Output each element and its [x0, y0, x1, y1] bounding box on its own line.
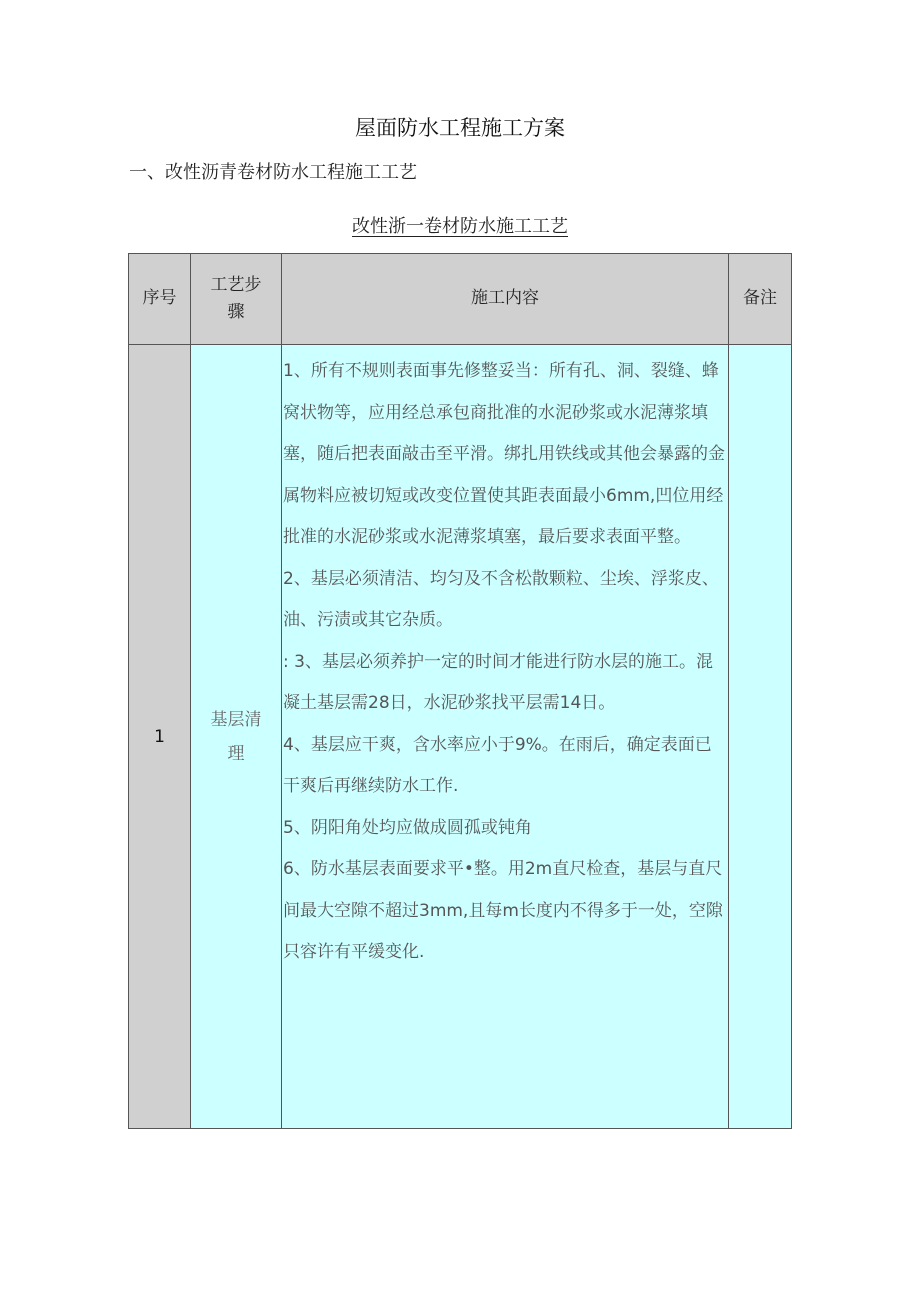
content-item-6: 6、防水基层表面要求平•整。用2m直尺检查，基层与直尺间最大空隙不超过3mm,且每m长度内不得多于一处，空隙只容许有平缓变化.	[283, 859, 723, 962]
table-header-row	[129, 254, 792, 345]
content-item-4: 4、基层应干爽，含水率应小于9%。在雨后，确定表面已干爽后再继续防水工作.	[283, 734, 712, 796]
row-number: 1	[129, 345, 191, 1129]
row-step-line2: 理	[227, 743, 245, 764]
content-item-2: 2、基层必须清洁、均匀及不含松散颗粒、尘埃、浮浆皮、油、污渍或其它杂质。	[283, 568, 719, 630]
header-step-line1: 工艺步	[210, 274, 262, 295]
section-heading: 一、改性沥青卷材防水工程施工工艺	[129, 162, 417, 183]
process-table	[128, 253, 792, 1129]
table-row	[129, 345, 792, 1129]
table-caption-wrapper	[0, 212, 920, 238]
row-remark	[729, 345, 792, 1129]
content-item-3: : 3、基层必须养护一定的时间才能进行防水层的施工。混凝土基层需28日，水泥砂浆找平层需14日。	[283, 651, 713, 713]
content-item-1: 1、所有不规则表面事先修整妥当：所有孔、洞、裂缝、蜂窝状物等，应用经总承包商批准的水泥砂浆或水泥薄浆填塞，随后把表面敲击至平滑。绑扎用铁线或其他会暴露的金属物料应被切短或改变位置使其距表面最小6mm,凹位用经批准的水泥砂浆或水泥薄浆填塞，最后要求表面平整。	[283, 361, 725, 547]
header-content: 施工内容	[282, 254, 729, 345]
row-step	[191, 345, 282, 1129]
row-content	[282, 345, 729, 1129]
header-step-line2: 骤	[227, 302, 245, 322]
header-step	[191, 254, 282, 345]
content-item-5: 5、阴阳角处均应做成圆孤或钝角	[283, 817, 532, 838]
row-step-line1: 基层清	[210, 709, 262, 730]
table-caption: 改性浙一卷材防水施工工艺	[352, 216, 568, 237]
header-remark: 备注	[729, 254, 792, 345]
header-no: 序号	[129, 254, 191, 345]
document-title: 屋面防水工程施工方案	[355, 116, 565, 140]
